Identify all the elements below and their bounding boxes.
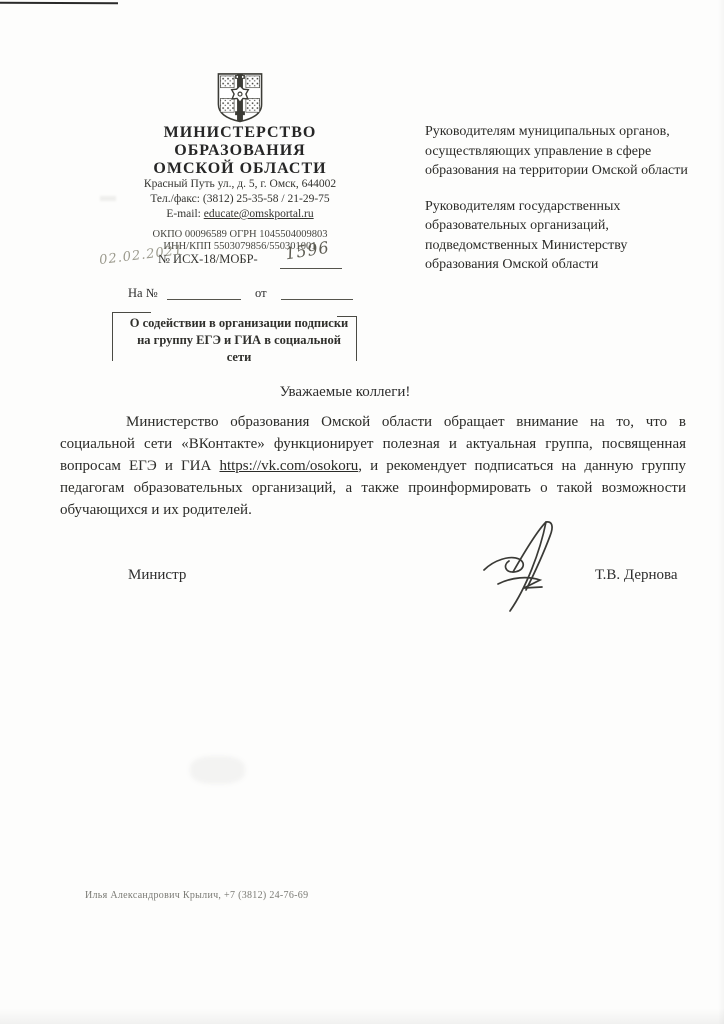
subject-line: О содействии в организации подписки на группу ЕГЭ и ГИА в социальной сети [129,316,349,364]
handwritten-number-underline [280,268,342,269]
vk-group-link[interactable]: https://vk.com/osokoru [219,458,359,474]
okpo-ogrn: ОКПО 00096589 ОГРН 1045504009803 [152,229,328,240]
document-number-label: № ИСХ-18/МОБР- [158,252,258,266]
email-label: E-mail: [166,208,204,220]
ref-date-blank [281,299,353,300]
body-paragraph [60,411,686,521]
org-name-line3: ОМСКОЙ ОБЛАСТИ [153,160,327,177]
signer-name: Т.В. Дернова [595,567,678,583]
ref-from-label: от [255,286,267,300]
org-address: Красный Путь ул., д. 5, г. Омск, 644002 [143,178,337,190]
org-email-line [95,207,385,222]
org-name-line1: МИНИСТЕРСТВО [163,124,317,141]
scan-shadow-right [718,0,724,1024]
executor-contact: Илья Александрович Крылич, +7 (3812) 24-76-69 [85,890,309,901]
signature-scribble-icon [478,518,570,614]
ref-number-label: На № [128,286,158,300]
scan-shadow-bottom [0,1008,724,1024]
salutation: Уважаемые коллеги! [279,384,411,400]
omsk-crest-icon [216,72,264,123]
org-phone: Тел./факс: (3812) 25-35-58 / 21-29-75 [150,193,330,205]
recipients-block [425,122,699,291]
scan-edge-artifact [0,2,118,5]
body-text-after-link: , и рекомендует подписаться на данную группу педагогам образовательных организаций, а также проинформировать о такой возможности обучающихся и их родителей. [60,458,686,518]
email-link[interactable]: educate@omskportal.ru [203,208,314,220]
signer-title: Министр [128,567,187,583]
org-contacts [95,177,385,222]
handwritten-date: 02.02.2021 [98,242,185,269]
handwritten-number: 1596 [283,237,331,264]
body-text-before-link: Министерство образования Омской области обращает внимание на то, что в социальной сети «ВКонтакте» функционирует полезная и актуальная группа, посвященная вопросам ЕГЭ и ГИА [60,414,686,474]
ref-number-blank [167,299,241,300]
scan-smudge [190,756,245,784]
recipient-state-orgs: Руководителям государственных образовательных организаций, подведомственных Министерству образования Омской области [425,198,628,272]
org-name-line2: ОБРАЗОВАНИЯ [174,142,306,159]
org-name [95,124,385,178]
inn-kpp: ИНН/КПП 5503079856/550301001 [163,240,317,252]
recipient-municipal: Руководителям муниципальных органов, осуществляющих управление в сфере образования на территории Омской области [425,124,688,178]
